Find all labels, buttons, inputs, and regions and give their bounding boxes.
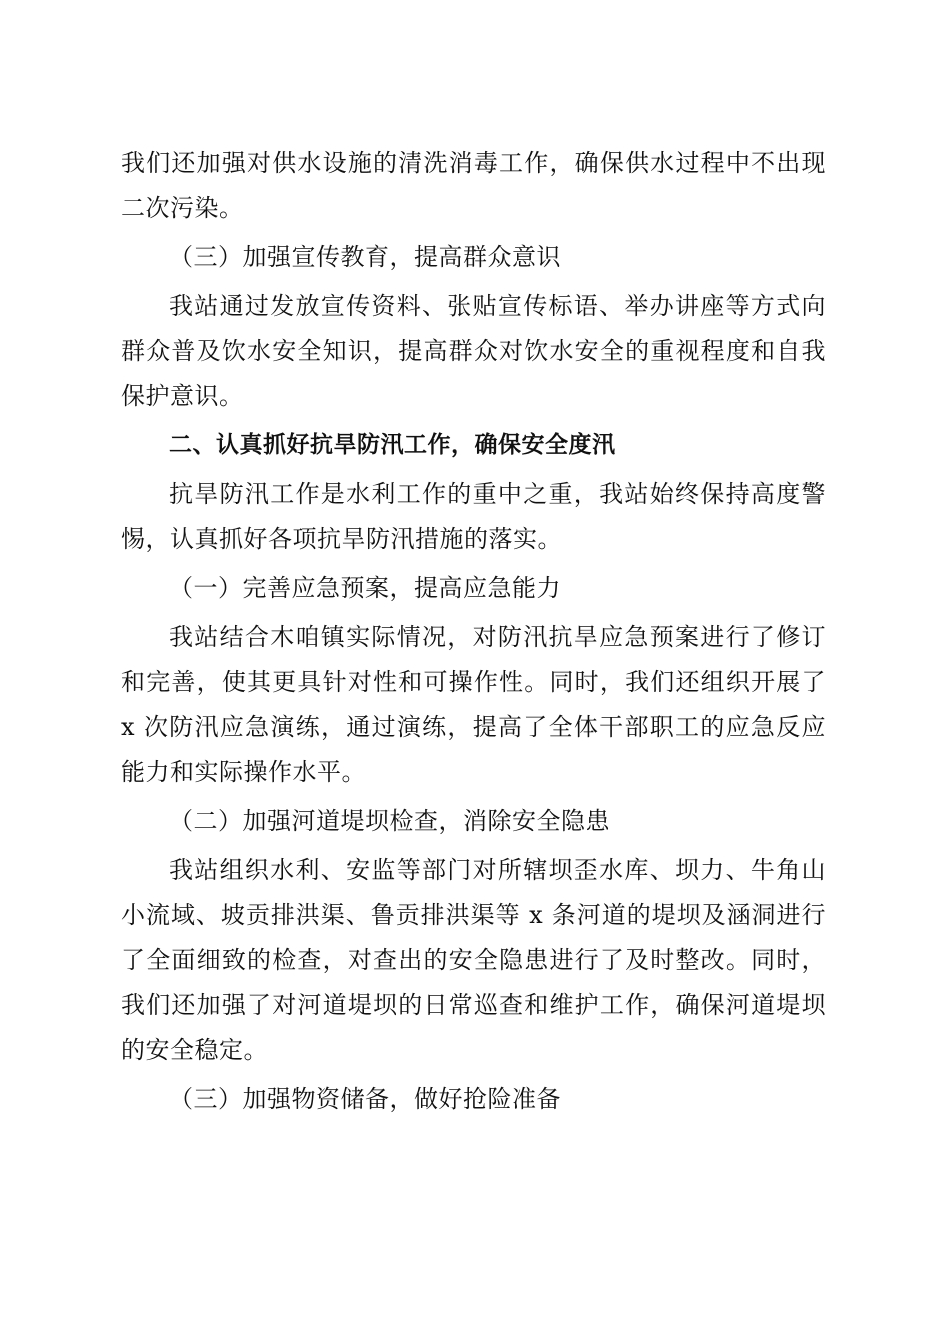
section-heading-flood-drought: 二、认真抓好抗旱防汛工作，确保安全度汛 [169,432,616,458]
paragraph-publicity-education: 我站通过发放宣传资料、张贴宣传标语、举办讲座等方式向群众普及饮水安全知识，提高群众对饮水安全的重视程度和自我保护意识。 [121,292,826,410]
subheading-emergency-plan: （一）完善应急预案，提高应急能力 [169,574,561,602]
document-body [121,141,826,1122]
paragraph-water-disinfection: 我们还加强对供水设施的清洗消毒工作，确保供水过程中不出现二次污染。 [121,149,826,222]
paragraph-emergency-plan: 我站结合木咱镇实际情况，对防汛抗旱应急预案进行了修订和完善，使其更具针对性和可操作性。同时，我们还组织开展了 x 次防汛应急演练，通过演练，提高了全体干部职工的应急反应能力和实际操作水平。 [121,623,826,786]
subheading-material-reserve: （三）加强物资储备，做好抢险准备 [169,1085,561,1113]
paragraph-flood-drought-intro: 抗旱防汛工作是水利工作的重中之重，我站始终保持高度警惕，认真抓好各项抗旱防汛措施的落实。 [121,480,826,553]
paragraph-river-inspection: 我站组织水利、安监等部门对所辖坝歪水库、坝力、牛角山小流域、坡贡排洪渠、鲁贡排洪渠等 x 条河道的堤坝及涵洞进行了全面细致的检查，对查出的安全隐患进行了及时整改。同时，我们还加强了对河道堤坝的日常巡查和维护工作，确保河道堤坝的安全稳定。 [121,856,826,1064]
subheading-publicity-education: （三）加强宣传教育，提高群众意识 [169,243,561,271]
subheading-river-inspection: （二）加强河道堤坝检查，消除安全隐患 [169,807,610,835]
